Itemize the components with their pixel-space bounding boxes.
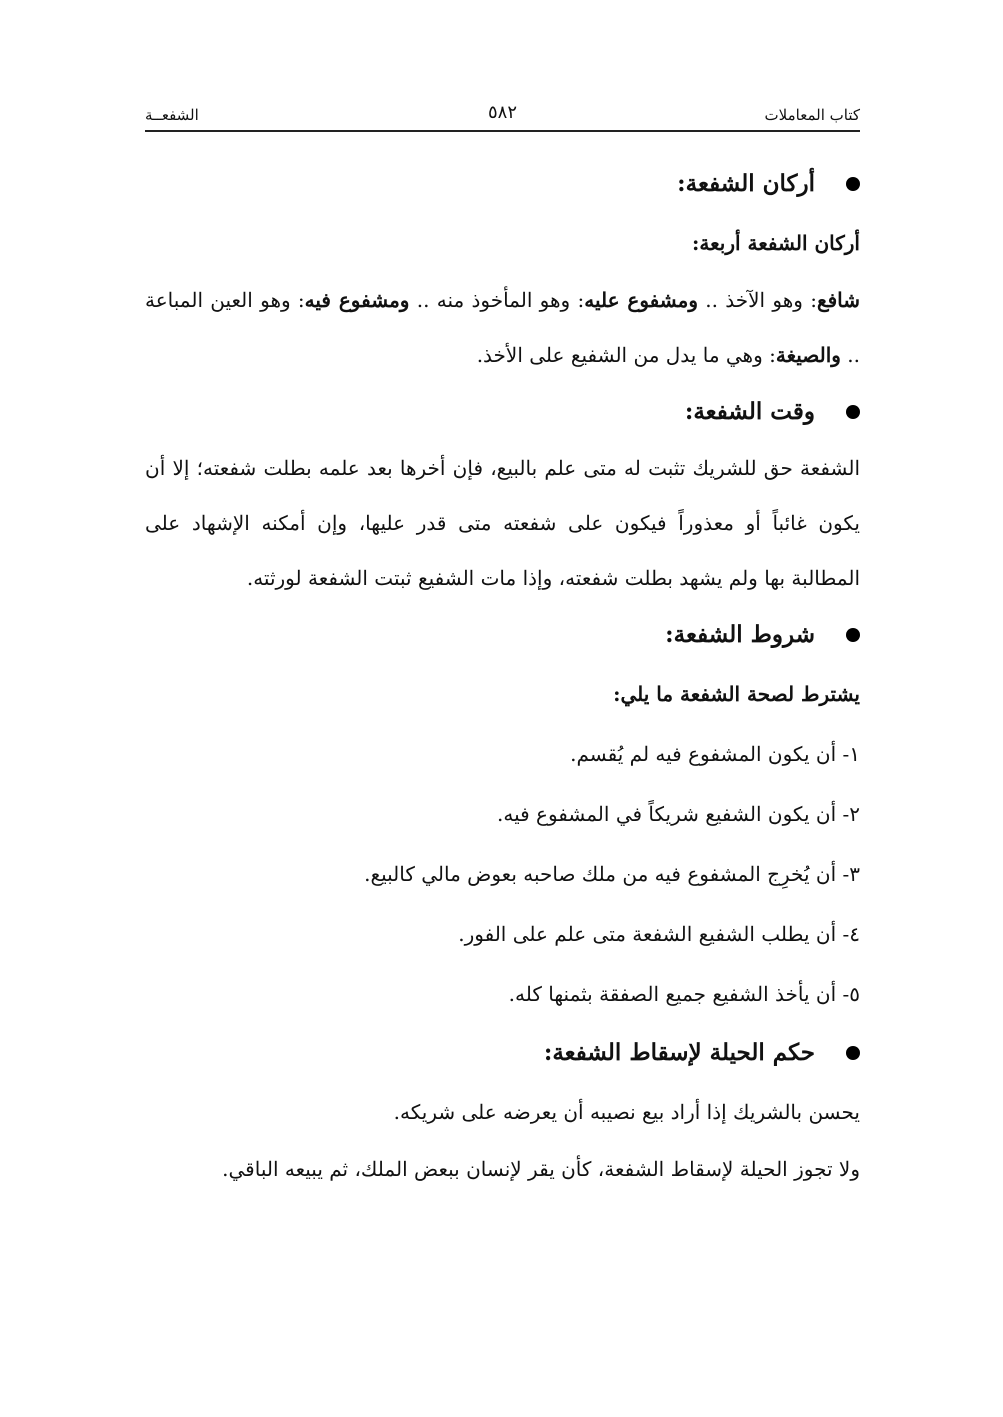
term-sigha: والصيغة [775,343,841,367]
trick-paragraph-2: ولا تجوز الحيلة لإسقاط الشفعة، كأن يقر لإنسان ببعض الملك، ثم يبيعه الباقي. [222,1157,860,1181]
condition-item: ٢- أن يكون الشفيع شريكاً في المشفوع فيه. [496,802,860,826]
pillars-paragraph: شافع: وهو الآخذ .. ومشفوع عليه: وهو المأخوذ منه .. ومشفوع فيه: وهو العين المباعة .. والصيغة: وهي ما يدل من الشفيع على الأخذ. [145,288,860,367]
condition-item: ٥- أن يأخذ الشفيع جميع الصفقة بثمنها كله. [508,982,860,1006]
bullet-icon [846,628,860,642]
section-heading-pillars: أركان الشفعة: [145,155,860,213]
section-heading-conditions: شروط الشفعة: [145,606,860,664]
trick-paragraph-1: يحسن بالشريك إذا أراد بيع نصيبه أن يعرضه على شريكه. [393,1100,860,1124]
bullet-icon [846,177,860,191]
condition-item: ٤- أن يطلب الشفيع الشفعة متى علم على الفور. [458,922,860,946]
condition-item: ١- أن يكون المشفوع فيه لم يُقسم. [570,742,860,766]
condition-item: ٣- أن يُخرِج المشفوع فيه من ملك صاحبه بعوض مالي كالبيع. [364,862,860,886]
page-number: ٥٨٢ [487,102,517,123]
bullet-icon [846,405,860,419]
term-shafi: شافع [816,288,860,312]
page-content [145,155,860,1197]
pillars-intro: أركان الشفعة أربعة: [692,231,860,255]
term-mashfu-fih: ومشفوع فيه [304,288,410,312]
chapter-title: الشفعــة [145,106,199,124]
page-header [145,100,860,132]
section-heading-time: وقت الشفعة: [145,383,860,441]
term-mashfu-alayh: ومشفوع عليه [584,288,699,312]
bullet-icon [846,1046,860,1060]
book-title: كتاب المعاملات [764,106,860,124]
time-paragraph: الشفعة حق للشريك تثبت له متى علم بالبيع، فإن أخرها بعد علمه بطلت شفعته؛ إلا أن يكون غائباً أو معذوراً فيكون على شفعته متى قدر عليها، وإن أمكنه الإشهاد على المطالبة بها ولم يشهد بطلت شفعته، وإذا مات الشفيع ثبتت الشفعة لورثته. [145,456,860,590]
conditions-intro: يشترط لصحة الشفعة ما يلي: [613,682,860,706]
section-heading-trick: حكم الحيلة لإسقاط الشفعة: [145,1024,860,1082]
